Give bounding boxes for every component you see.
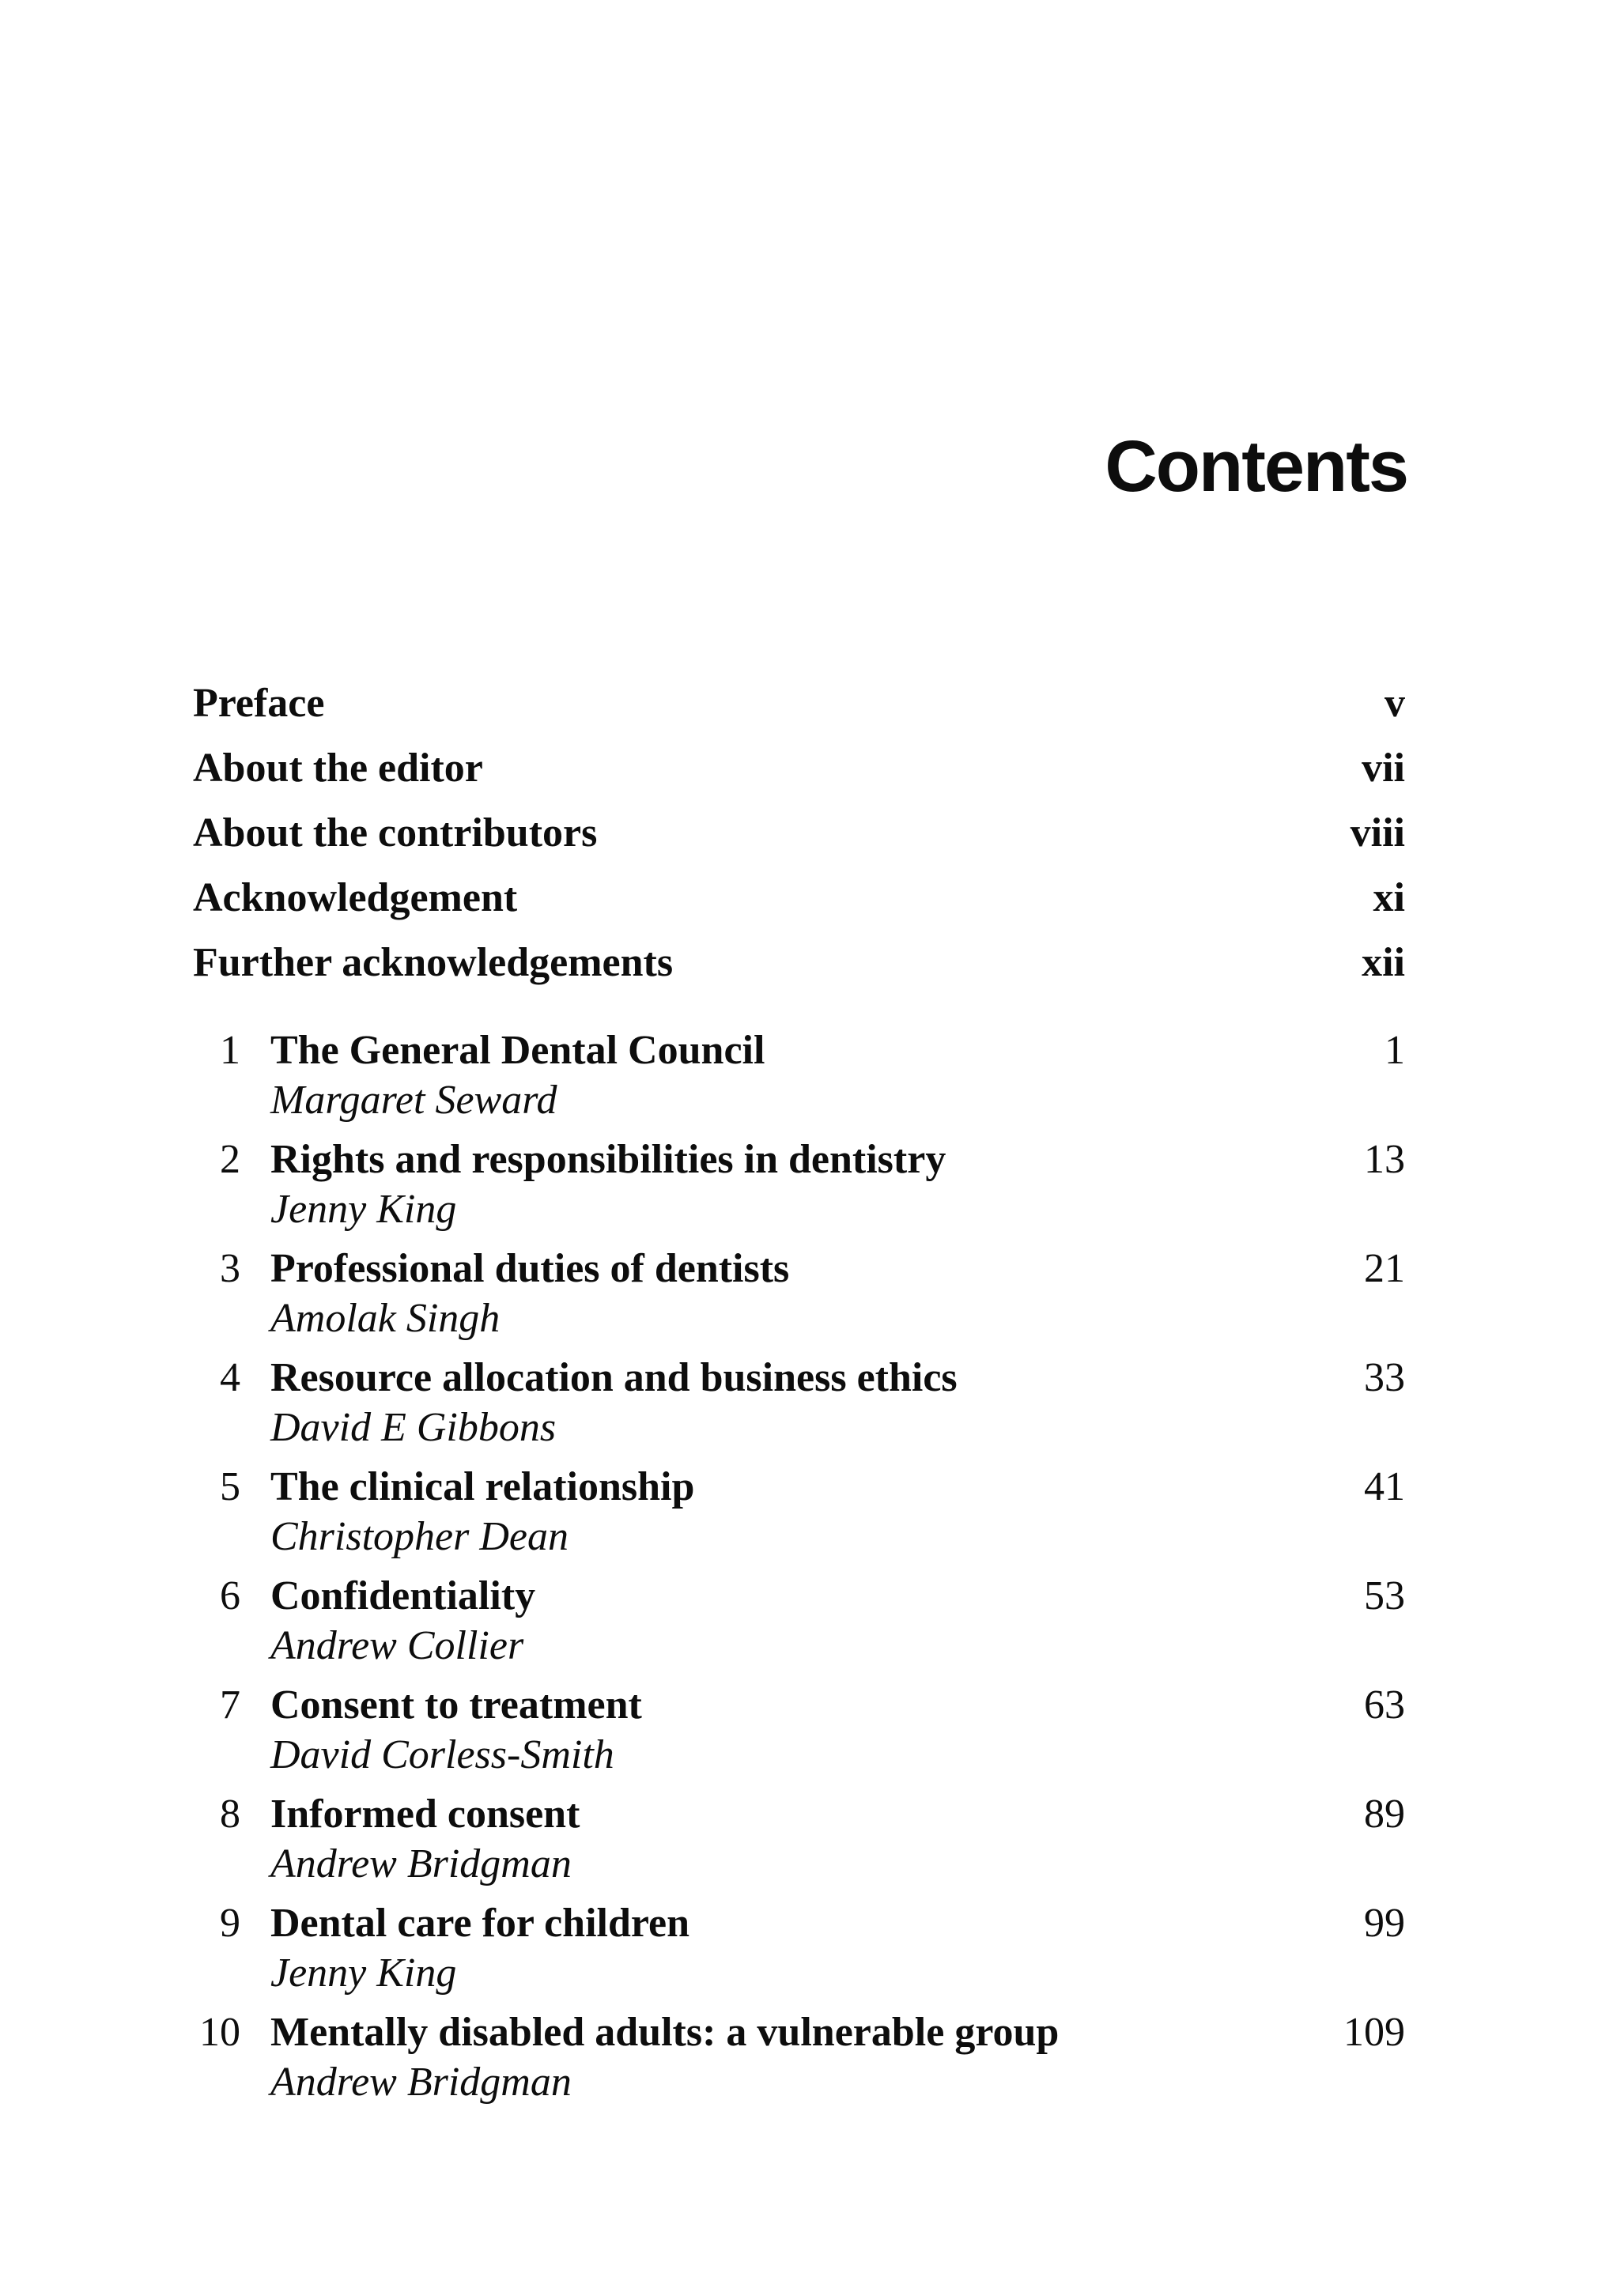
front-matter-page-number: viii bbox=[1350, 810, 1405, 855]
chapter-page-number: 89 bbox=[1364, 1792, 1405, 1837]
chapter-number: 6 bbox=[220, 1573, 240, 1618]
chapter-title-row bbox=[193, 1683, 1405, 1728]
front-matter-page-number: xi bbox=[1373, 875, 1405, 920]
front-matter-row bbox=[193, 746, 1405, 791]
front-matter-label: About the contributors bbox=[193, 810, 598, 855]
chapter-author: Christopher Dean bbox=[270, 1514, 569, 1559]
chapter-author: David E Gibbons bbox=[270, 1405, 557, 1450]
front-matter-page-number: vii bbox=[1362, 746, 1405, 791]
chapter-title-row bbox=[193, 1901, 1405, 1946]
chapter-number: 3 bbox=[220, 1246, 240, 1291]
chapter-author: Andrew Bridgman bbox=[270, 2060, 572, 2105]
chapter-author: Margaret Seward bbox=[270, 1078, 557, 1123]
chapter-title-row bbox=[193, 1029, 1405, 1073]
chapter-author: Amolak Singh bbox=[270, 1296, 501, 1341]
chapters-section bbox=[193, 1029, 1405, 2105]
chapter-page-number: 33 bbox=[1364, 1355, 1405, 1400]
chapter-page-number: 13 bbox=[1364, 1137, 1405, 1182]
front-matter-row bbox=[193, 941, 1405, 985]
chapter-title-row bbox=[193, 1465, 1405, 1509]
chapter-title: Resource allocation and business ethics bbox=[270, 1356, 958, 1400]
front-matter-row bbox=[193, 811, 1405, 855]
chapter-title-row bbox=[193, 1138, 1405, 1182]
chapter-title-row bbox=[193, 1574, 1405, 1618]
chapter-entry bbox=[193, 1138, 1405, 1232]
chapter-number: 10 bbox=[199, 2010, 240, 2055]
chapter-title: Dental care for children bbox=[270, 1901, 690, 1946]
chapter-number: 7 bbox=[220, 1682, 240, 1728]
chapter-entry bbox=[193, 1356, 1405, 1450]
chapter-title: The General Dental Council bbox=[270, 1029, 765, 1073]
chapter-page-number: 1 bbox=[1385, 1028, 1405, 1073]
front-matter-page-number: v bbox=[1385, 681, 1405, 726]
front-matter-section bbox=[193, 682, 1405, 985]
page-title: Contents bbox=[1105, 425, 1407, 507]
chapter-page-number: 53 bbox=[1364, 1573, 1405, 1618]
chapter-title: Rights and responsibilities in dentistry bbox=[270, 1138, 946, 1182]
chapter-number: 2 bbox=[220, 1137, 240, 1182]
chapter-page-number: 41 bbox=[1364, 1464, 1405, 1509]
chapter-title: The clinical relationship bbox=[270, 1465, 695, 1509]
front-matter-page-number: xii bbox=[1362, 940, 1405, 985]
chapter-page-number: 109 bbox=[1343, 2010, 1405, 2055]
chapter-title-row bbox=[193, 1356, 1405, 1400]
front-matter-label: About the editor bbox=[193, 746, 483, 791]
chapter-title: Consent to treatment bbox=[270, 1683, 642, 1728]
chapter-entry bbox=[193, 1901, 1405, 1996]
chapter-page-number: 99 bbox=[1364, 1901, 1405, 1946]
chapter-page-number: 63 bbox=[1364, 1682, 1405, 1728]
chapter-entry bbox=[193, 1574, 1405, 1668]
chapter-number: 9 bbox=[220, 1901, 240, 1946]
chapter-number: 1 bbox=[220, 1028, 240, 1073]
front-matter-label: Further acknowledgements bbox=[193, 940, 674, 985]
chapter-entry bbox=[193, 1247, 1405, 1341]
chapter-number: 5 bbox=[220, 1464, 240, 1509]
chapter-number: 8 bbox=[220, 1792, 240, 1837]
chapter-entry bbox=[193, 1029, 1405, 1123]
chapter-author: David Corless-Smith bbox=[270, 1732, 614, 1777]
chapter-author: Jenny King bbox=[270, 1950, 457, 1996]
chapter-title: Informed consent bbox=[270, 1792, 580, 1837]
front-matter-label: Preface bbox=[193, 681, 325, 726]
chapter-author: Andrew Collier bbox=[270, 1623, 524, 1668]
chapter-title-row bbox=[193, 1792, 1405, 1837]
chapter-entry bbox=[193, 1465, 1405, 1559]
chapter-author: Jenny King bbox=[270, 1187, 457, 1232]
chapter-entry bbox=[193, 2011, 1405, 2105]
chapter-author: Andrew Bridgman bbox=[270, 1841, 572, 1886]
chapter-title-row bbox=[193, 1247, 1405, 1291]
chapter-title: Professional duties of dentists bbox=[270, 1247, 790, 1291]
chapter-number: 4 bbox=[220, 1355, 240, 1400]
chapter-title: Mentally disabled adults: a vulnerable group bbox=[270, 2011, 1060, 2055]
chapter-page-number: 21 bbox=[1364, 1246, 1405, 1291]
front-matter-row bbox=[193, 876, 1405, 920]
table-of-contents bbox=[193, 682, 1405, 2120]
chapter-title: Confidentiality bbox=[270, 1574, 536, 1618]
front-matter-row bbox=[193, 682, 1405, 726]
chapter-entry bbox=[193, 1792, 1405, 1886]
chapter-title-row bbox=[193, 2011, 1405, 2055]
front-matter-label: Acknowledgement bbox=[193, 875, 518, 920]
chapter-entry bbox=[193, 1683, 1405, 1777]
